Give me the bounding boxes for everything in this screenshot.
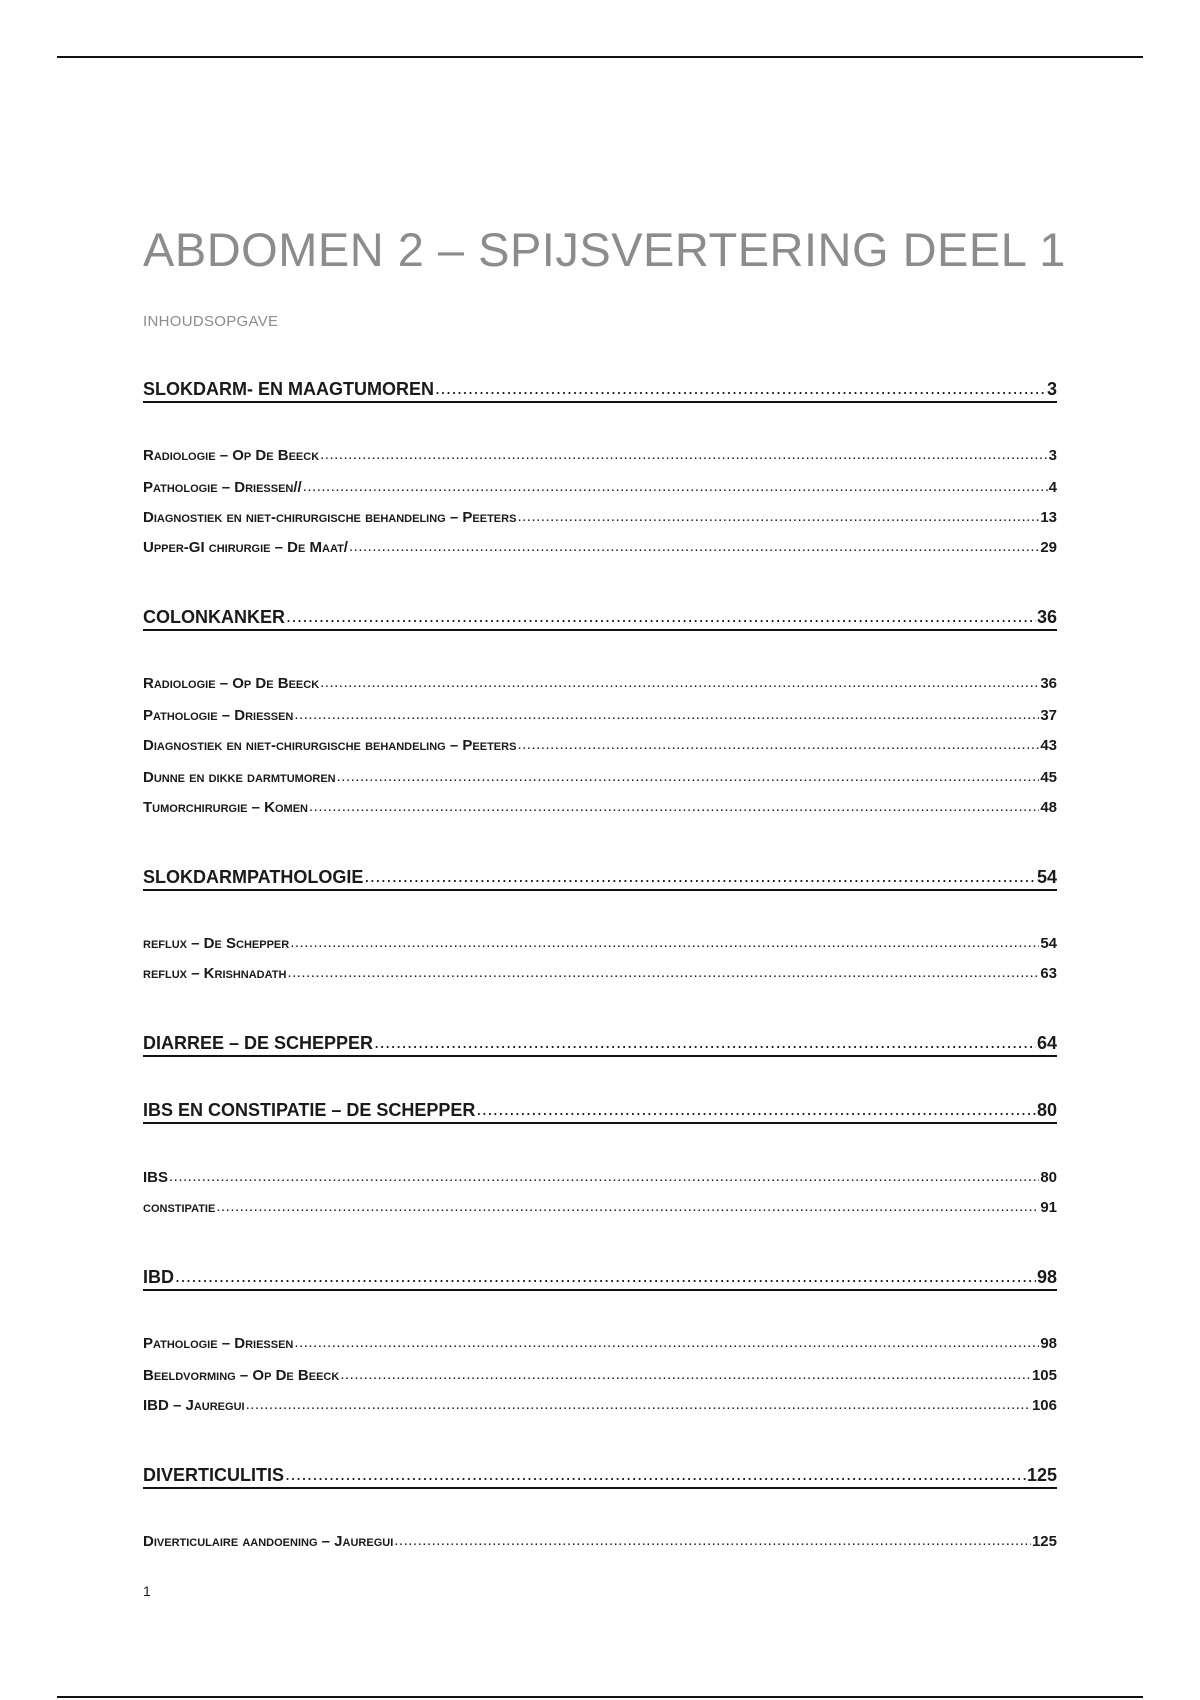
toc-leader xyxy=(169,1166,1039,1188)
toc-leader xyxy=(340,1364,1031,1386)
toc-page: 54 xyxy=(1040,935,1057,952)
toc-section[interactable] xyxy=(143,377,1057,403)
toc-leader xyxy=(287,962,1039,984)
toc-label: SLOKDARMPATHOLOGIE xyxy=(143,867,364,887)
toc-label: Dunne en dikke darmtumoren xyxy=(143,769,336,786)
toc-page: 36 xyxy=(1036,607,1057,627)
toc-label: Radiologie – Op De Beeck xyxy=(143,447,320,464)
toc-subsection[interactable] xyxy=(143,1333,1057,1355)
toc-leader xyxy=(216,1196,1039,1218)
toc-subsection[interactable] xyxy=(143,1531,1057,1553)
toc-page: 125 xyxy=(1031,1533,1057,1550)
toc-page: 45 xyxy=(1040,769,1057,786)
toc-subsection[interactable] xyxy=(143,933,1057,955)
toc-leader xyxy=(435,376,1046,400)
toc-label: Radiologie – Op De Beeck xyxy=(143,675,320,692)
toc-label: Diagnostiek en niet-chirurgische behandeling – Peeters xyxy=(143,737,517,754)
toc-leader xyxy=(476,1097,1036,1121)
toc-leader xyxy=(286,604,1036,628)
toc-label: Pathologie – Driessen// xyxy=(143,479,302,496)
toc-subsection[interactable] xyxy=(143,507,1057,529)
toc-label: SLOKDARM- EN MAAGTUMOREN xyxy=(143,379,434,399)
toc-page: 98 xyxy=(1040,1335,1057,1352)
toc-subsection[interactable] xyxy=(143,673,1057,695)
toc-section[interactable] xyxy=(143,605,1057,631)
toc-subsection[interactable] xyxy=(143,705,1057,727)
toc-leader xyxy=(349,536,1039,558)
toc-subsection[interactable] xyxy=(143,797,1057,819)
toc-page: 29 xyxy=(1040,539,1057,556)
toc-section[interactable] xyxy=(143,1031,1057,1057)
toc-subsection[interactable] xyxy=(143,477,1057,499)
toc-page: 48 xyxy=(1040,799,1057,816)
toc-page: 98 xyxy=(1036,1267,1057,1287)
toc-leader xyxy=(285,1462,1026,1486)
toc-subsection[interactable] xyxy=(143,735,1057,757)
toc-page: 91 xyxy=(1040,1199,1057,1216)
toc-leader xyxy=(303,476,1048,498)
toc-leader xyxy=(517,734,1039,756)
toc-leader xyxy=(175,1264,1036,1288)
toc-label: constipatie xyxy=(143,1199,216,1216)
toc-page: 37 xyxy=(1040,707,1057,724)
document-title: ABDOMEN 2 – SPIJSVERTERING DEEL 1 xyxy=(143,223,1066,276)
toc-subsection[interactable] xyxy=(143,445,1057,467)
toc-page: 106 xyxy=(1031,1397,1057,1414)
toc-leader xyxy=(320,444,1048,466)
toc-page: 43 xyxy=(1040,737,1057,754)
toc-leader xyxy=(320,672,1039,694)
toc-label: DIVERTICULITIS xyxy=(143,1465,285,1485)
toc-subsection[interactable] xyxy=(143,537,1057,559)
toc-page: 4 xyxy=(1048,479,1057,496)
toc-leader xyxy=(374,1030,1036,1054)
toc-leader xyxy=(294,1332,1039,1354)
toc-leader xyxy=(394,1530,1031,1552)
toc-label: Pathologie – Driessen xyxy=(143,707,294,724)
toc-leader xyxy=(517,506,1039,528)
toc-label: Tumorchirurgie – Komen xyxy=(143,799,309,816)
table-of-contents xyxy=(143,0,1057,1700)
toc-label: COLONKANKER xyxy=(143,607,285,627)
toc-label: Beeldvorming – Op De Beeck xyxy=(143,1367,340,1384)
toc-label: IBS EN CONSTIPATIE – DE SCHEPPER xyxy=(143,1100,476,1120)
toc-label: reflux – Krishnadath xyxy=(143,965,287,982)
toc-leader xyxy=(290,932,1039,954)
toc-label: Upper-GI chirurgie – De Maat/ xyxy=(143,539,348,556)
toc-label: Diverticulaire aandoening – Jauregui xyxy=(143,1533,394,1550)
toc-page: 63 xyxy=(1040,965,1057,982)
toc-heading: INHOUDSOPGAVE xyxy=(143,313,279,330)
toc-page: 3 xyxy=(1048,447,1057,464)
toc-subsection[interactable] xyxy=(143,1197,1057,1219)
toc-page: 36 xyxy=(1040,675,1057,692)
toc-label: Diagnostiek en niet-chirurgische behandeling – Peeters xyxy=(143,509,517,526)
toc-subsection[interactable] xyxy=(143,1167,1057,1189)
toc-page: 105 xyxy=(1031,1367,1057,1384)
toc-label: IBS xyxy=(143,1169,169,1186)
toc-leader xyxy=(337,766,1040,788)
toc-subsection[interactable] xyxy=(143,963,1057,985)
toc-page: 54 xyxy=(1036,867,1057,887)
toc-section[interactable] xyxy=(143,1463,1057,1489)
toc-subsection[interactable] xyxy=(143,1365,1057,1387)
toc-subsection[interactable] xyxy=(143,1395,1057,1417)
toc-leader xyxy=(309,796,1039,818)
toc-label: reflux – De Schepper xyxy=(143,935,290,952)
toc-leader xyxy=(246,1394,1031,1416)
toc-label: Pathologie – Driessen xyxy=(143,1335,294,1352)
toc-section[interactable] xyxy=(143,865,1057,891)
page-number: 1 xyxy=(143,1583,151,1599)
toc-page: 64 xyxy=(1036,1033,1057,1053)
bottom-rule xyxy=(57,1696,1143,1698)
toc-page: 80 xyxy=(1036,1100,1057,1120)
toc-section[interactable] xyxy=(143,1098,1057,1124)
toc-page: 13 xyxy=(1040,509,1057,526)
toc-leader xyxy=(364,864,1036,888)
toc-subsection[interactable] xyxy=(143,767,1057,789)
toc-page: 3 xyxy=(1046,379,1057,399)
toc-page: 125 xyxy=(1026,1465,1057,1485)
toc-leader xyxy=(294,704,1039,726)
toc-label: IBD – Jauregui xyxy=(143,1397,245,1414)
toc-label: IBD xyxy=(143,1267,174,1287)
toc-label: DIARREE – DE SCHEPPER xyxy=(143,1033,374,1053)
toc-page: 80 xyxy=(1040,1169,1057,1186)
toc-section[interactable] xyxy=(143,1265,1057,1291)
